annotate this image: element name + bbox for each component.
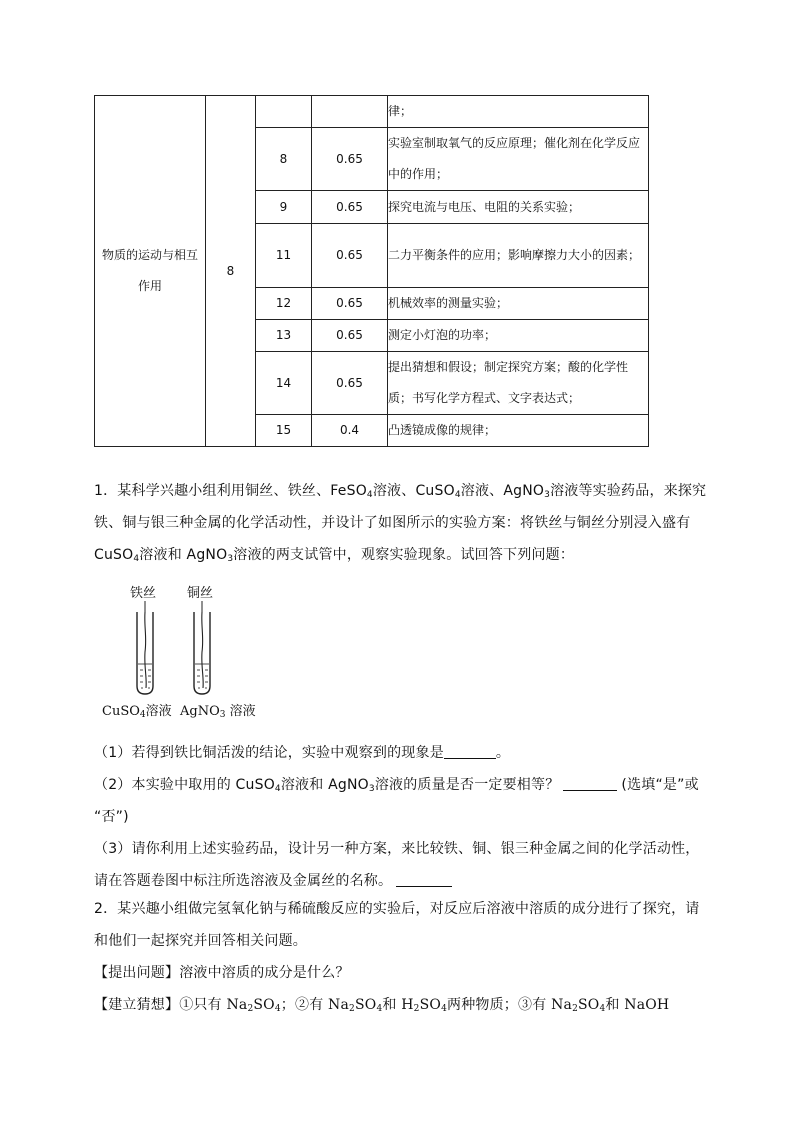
agno3-solution-label: AgNO$_3$ 溶液: [180, 704, 256, 720]
num-cell: 12: [256, 288, 312, 320]
q2-question: 【提出问题】溶液中溶质的成分是什么？: [94, 965, 350, 981]
q1-line-2: 铁、铜与银三种金属的化学活动性，并设计了如图所示的实验方案：将铁丝与铜丝分别浸入盛有: [94, 515, 691, 531]
score-cell: [312, 96, 388, 128]
num-cell: 13: [256, 320, 312, 352]
num-cell: 11: [256, 224, 312, 288]
question-1-subquestions: [94, 737, 714, 897]
num-cell: 8: [256, 128, 312, 191]
point-cell: 实验室制取氧气的反应原理；催化剂在化学反应中的作用；: [388, 128, 649, 191]
q1-sub-1: （1）若得到铁比铜活泼的结论，实验中观察到的现象是 。: [94, 745, 511, 761]
table-row: [95, 96, 649, 128]
q1-sub-2-cont: “否”): [94, 809, 129, 825]
q1-sub-3-line-1: （3）请你利用上述实验药品，设计另一种方案，来比较铁、铜、银三种金属之间的化学活动性，: [94, 841, 700, 857]
answer-blank[interactable]: [396, 872, 452, 887]
count-cell: 8: [206, 96, 256, 447]
answer-blank[interactable]: [563, 776, 617, 791]
q1-sub-3-line-2: 请在答题卷图中标注所选溶液及金属丝的名称。: [94, 865, 714, 897]
question-2: [94, 893, 714, 1021]
q1-line-3: CuSO$_4$溶液和 AgNO$_3$溶液的两支试管中，观察实验现象。试回答下列问题：: [94, 547, 575, 564]
point-cell: 测定小灯泡的功率；: [388, 320, 649, 352]
score-cell: 0.65: [312, 128, 388, 191]
point-cell: 机械效率的测量实验；: [388, 288, 649, 320]
iron-wire: [145, 612, 146, 688]
q1-line-1: 1．某科学兴趣小组利用铜丝、铁丝、FeSO$_4$溶液、CuSO$_4$溶液、AgNO$_3$溶液等实验药品，来探究: [94, 483, 707, 500]
score-cell: 0.4: [312, 415, 388, 447]
question-1-stem: [94, 475, 714, 571]
num-cell: 15: [256, 415, 312, 447]
point-cell: 提出猜想和假设；制定探究方案；酸的化学性质；书写化学方程式、文字表达式；: [388, 352, 649, 415]
q1-sub-2: （2）本实验中取用的 CuSO$_4$溶液和 AgNO$_3$溶液的质量是否一定要相等？ (选填“是”或: [94, 777, 699, 794]
knowledge-table: [94, 95, 649, 447]
q2-hypotheses: 【建立猜想】①只有 $Na_2SO_4$；②有 $Na_2SO_4$和 $H_2SO_4$两种物质；③有 $Na_2SO_4$和 NaOH: [94, 997, 670, 1014]
point-cell: 二力平衡条件的应用；影响摩擦力大小的因素；: [388, 224, 649, 288]
score-cell: 0.65: [312, 320, 388, 352]
point-cell: 律；: [388, 96, 649, 128]
score-cell: 0.65: [312, 288, 388, 320]
q2-line-1: 2．某兴趣小组做完氢氧化钠与稀硫酸反应的实验后，对反应后溶液中溶质的成分进行了探究，请: [94, 901, 700, 917]
cuso4-solution-label: CuSO$_4$溶液: [102, 704, 172, 720]
score-cell: 0.65: [312, 224, 388, 288]
iron-wire-label: 铁丝: [130, 586, 157, 601]
score-cell: 0.65: [312, 352, 388, 415]
answer-blank[interactable]: [444, 744, 496, 759]
q2-line-2: 和他们一起探究并回答相关问题。: [94, 933, 307, 949]
score-cell: 0.65: [312, 191, 388, 224]
num-cell: 9: [256, 191, 312, 224]
test-tubes-drawing: [100, 582, 260, 702]
point-cell: 凸透镜成像的规律；: [388, 415, 649, 447]
topic-cell: 物质的运动与相互作用: [95, 96, 206, 447]
num-cell: 14: [256, 352, 312, 415]
point-cell: 探究电流与电压、电阻的关系实验；: [388, 191, 649, 224]
test-tube-figure: [100, 582, 260, 722]
num-cell: [256, 96, 312, 128]
copper-wire: [202, 612, 203, 688]
copper-wire-label: 铜丝: [187, 586, 214, 601]
